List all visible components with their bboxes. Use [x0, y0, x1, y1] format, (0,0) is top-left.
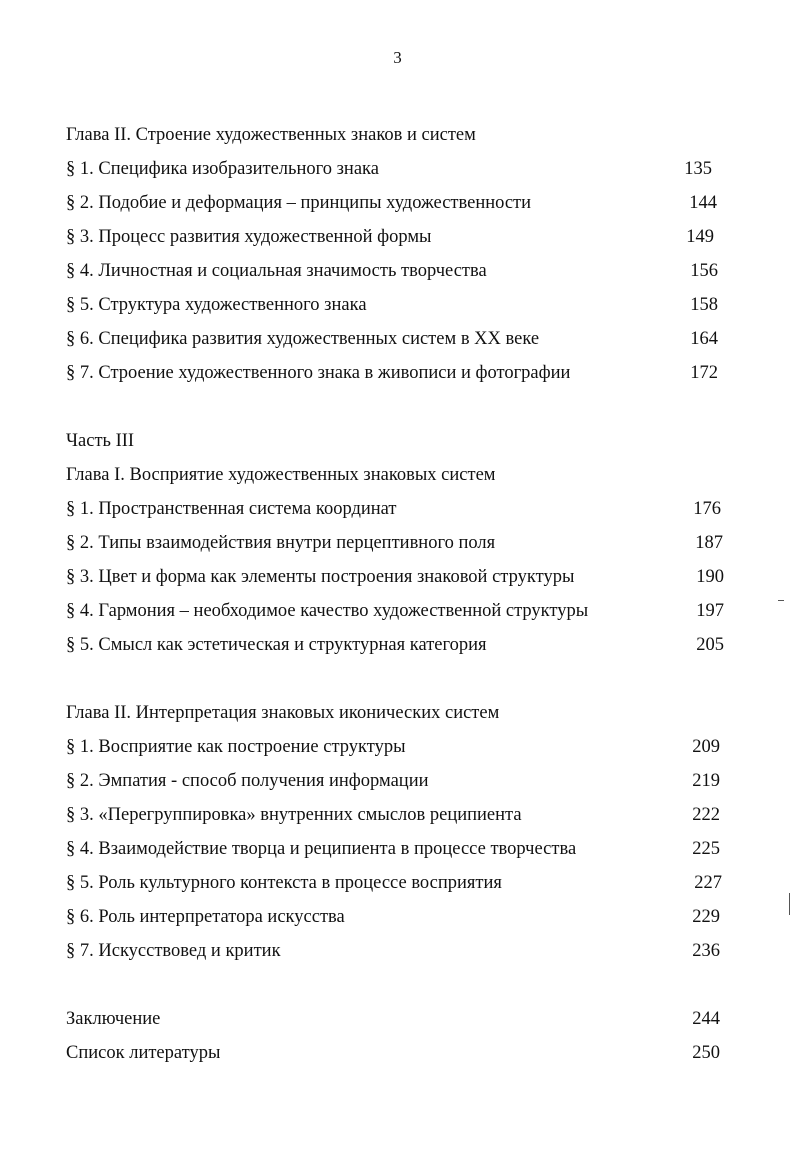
- entry-page: 236: [692, 941, 720, 961]
- entry-title: § 7. Строение художественного знака в живописи и фотографии: [66, 363, 571, 383]
- toc-entry: [66, 628, 730, 662]
- entry-page: 135: [684, 159, 712, 179]
- entry-page: 149: [686, 227, 714, 247]
- entry-title: § 6. Специфика развития художественных систем в XX веке: [66, 329, 540, 349]
- entry-page: 197: [696, 601, 724, 621]
- entry-title: Список литературы: [66, 1043, 221, 1063]
- entry-page: 219: [692, 771, 720, 791]
- toc-entry: [66, 322, 730, 356]
- toc-entry: [66, 186, 730, 220]
- entry-title: § 5. Смысл как эстетическая и структурная категория: [66, 635, 487, 655]
- entry-title: § 7. Искусствовед и критик: [66, 941, 281, 961]
- entry-page: 225: [692, 839, 720, 859]
- toc-entry: [66, 560, 730, 594]
- entry-title: § 2. Эмпатия - способ получения информации: [66, 771, 429, 791]
- toc-entry-bibliography: [66, 1036, 730, 1070]
- entry-title: § 6. Роль интерпретатора искусства: [66, 907, 345, 927]
- part-heading: [66, 424, 730, 458]
- scan-artifact: [778, 600, 784, 601]
- chapter-title: Глава II. Интерпретация знаковых иконических систем: [66, 703, 500, 723]
- entry-title: § 2. Подобие и деформация – принципы художественности: [66, 193, 532, 213]
- entry-title: § 4. Личностная и социальная значимость творчества: [66, 261, 487, 281]
- toc-entry: [66, 152, 730, 186]
- entry-title: § 5. Роль культурного контекста в процессе восприятия: [66, 873, 502, 893]
- spacer: [66, 968, 730, 1002]
- entry-page: 187: [695, 533, 723, 553]
- toc-entry: [66, 900, 730, 934]
- entry-page: 205: [696, 635, 724, 655]
- spacer: [66, 662, 730, 696]
- toc-entry: [66, 798, 730, 832]
- chapter-title: Глава I. Восприятие художественных знаковых систем: [66, 465, 496, 485]
- entry-page: 209: [692, 737, 720, 757]
- entry-page: 164: [690, 329, 718, 349]
- entry-title: § 4. Взаимодействие творца и реципиента в процессе творчества: [66, 839, 577, 859]
- part-title: Часть III: [66, 431, 135, 451]
- entry-title: Заключение: [66, 1009, 161, 1029]
- entry-page: 144: [689, 193, 717, 213]
- entry-title: § 3. Цвет и форма как элементы построения знаковой структуры: [66, 567, 575, 587]
- scan-artifact: [789, 893, 790, 915]
- chapter-title: Глава II. Строение художественных знаков и систем: [66, 125, 476, 145]
- entry-title: § 1. Пространственная система координат: [66, 499, 397, 519]
- entry-title: § 3. Процесс развития художественной формы: [66, 227, 432, 247]
- toc-entry: [66, 220, 730, 254]
- toc-entry: [66, 356, 730, 390]
- entry-title: § 5. Структура художественного знака: [66, 295, 367, 315]
- entry-title: § 2. Типы взаимодействия внутри перцептивного поля: [66, 533, 496, 553]
- chapter-heading: [66, 458, 730, 492]
- entry-page: 158: [690, 295, 718, 315]
- toc-entry: [66, 934, 730, 968]
- entry-page: 244: [692, 1009, 720, 1029]
- toc-entry: [66, 492, 730, 526]
- toc-entry: [66, 288, 730, 322]
- toc-entry: [66, 764, 730, 798]
- toc-entry-conclusion: [66, 1002, 730, 1036]
- entry-page: 222: [692, 805, 720, 825]
- toc-entry: [66, 730, 730, 764]
- entry-page: 172: [690, 363, 718, 383]
- toc-entry: [66, 254, 730, 288]
- entry-title: § 3. «Перегруппировка» внутренних смыслов реципиента: [66, 805, 522, 825]
- chapter-heading: [66, 118, 730, 152]
- entry-page: 250: [692, 1043, 720, 1063]
- toc-entry: [66, 832, 730, 866]
- entry-page: 156: [690, 261, 718, 281]
- spacer: [66, 390, 730, 424]
- entry-page: 176: [693, 499, 721, 519]
- page-number: 3: [393, 48, 402, 67]
- entry-page: 190: [696, 567, 724, 587]
- toc-entry: [66, 866, 730, 900]
- toc-entry: [66, 594, 730, 628]
- entry-title: § 1. Восприятие как построение структуры: [66, 737, 406, 757]
- toc-entry: [66, 526, 730, 560]
- entry-title: § 1. Специфика изобразительного знака: [66, 159, 379, 179]
- table-of-contents: [66, 118, 730, 1070]
- entry-page: 227: [694, 873, 722, 893]
- entry-page: 229: [692, 907, 720, 927]
- chapter-heading: [66, 696, 730, 730]
- entry-title: § 4. Гармония – необходимое качество художественной структуры: [66, 601, 589, 621]
